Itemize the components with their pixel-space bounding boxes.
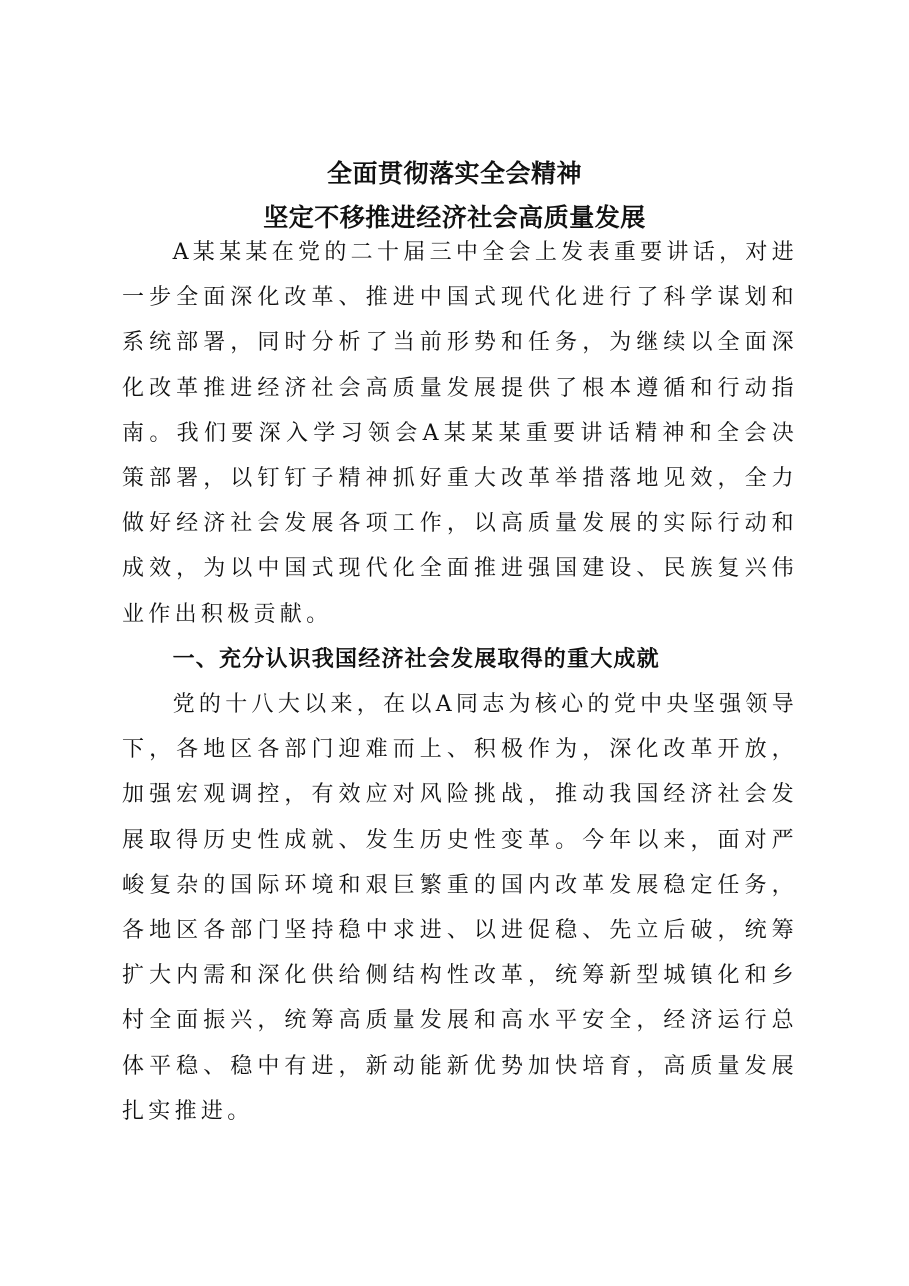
- document-title-line-1: 全面贯彻落实全会精神: [326, 159, 582, 188]
- intro-paragraph: A某某某在党的二十届三中全会上发表重要讲话，对进一步全面深化改革、推进中国式现代化进行了科学谋划和系统部署，同时分析了当前形势和任务，为继续以全面深化改革推进经济社会高质量发展提供了根本遵循和行动指南。我们要深入学习领会A某某某重要讲话精神和全会决策部署，以钉钉子精神抓好重大改革举措落地见效，全力做好经济社会发展各项工作，以高质量发展的实际行动和成效，为以中国式现代化全面推进强国建设、民族复兴伟业作出积极贡献。: [122, 240, 798, 627]
- section-1-paragraph: 党的十八大以来，在以A同志为核心的党中央坚强领导下，各地区各部门迎难而上、积极作为，深化改革开放，加强宏观调控，有效应对风险挑战，推动我国经济社会发展取得历史性成就、发生历史性变革。今年以来，面对严峻复杂的国际环境和艰巨繁重的国内改革发展稳定任务，各地区各部门坚持稳中求进、以进促稳、先立后破，统筹扩大内需和深化供给侧结构性改革，统筹新型城镇化和乡村全面振兴，统筹高质量发展和高水平安全，经济运行总体平稳、稳中有进，新动能新优势加快培育，高质量发展扎实推进。: [122, 692, 798, 1124]
- document-body: [122, 230, 798, 1134]
- section-heading-1: 一、充分认识我国经济社会发展取得的重大成就: [172, 646, 660, 672]
- document-title-line-2: 坚定不移推进经济社会高质量发展: [263, 203, 646, 232]
